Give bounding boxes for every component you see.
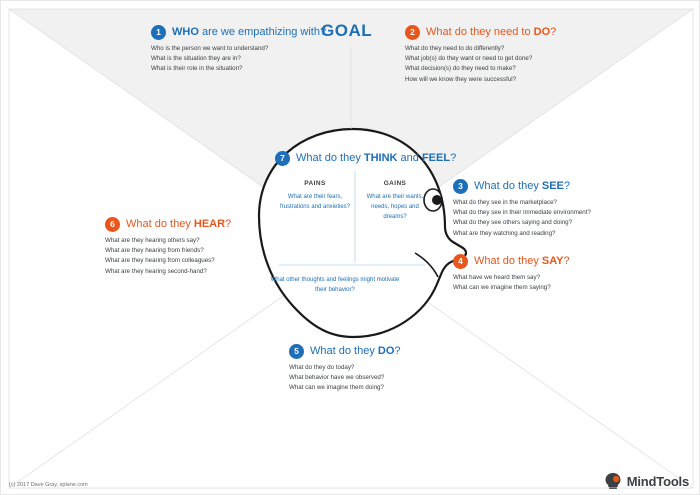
- list-item: What job(s) do they want or need to get done?: [405, 55, 533, 63]
- section-hear-questions: [105, 236, 231, 277]
- section-number-4: 4: [453, 254, 468, 269]
- list-item: What do they do today?: [289, 364, 355, 371]
- section-number-2: 2: [405, 25, 420, 40]
- section-number-5: 5: [289, 344, 304, 359]
- section-who[interactable]: [151, 25, 326, 75]
- section-do-header: [289, 344, 401, 359]
- list-item: What do they see in their immediate environment?: [453, 209, 591, 217]
- section-see-questions: [453, 198, 591, 239]
- list-item: What decision(s) do they need to make?: [405, 65, 516, 73]
- list-item: How will we know they were successful?: [405, 75, 517, 83]
- goal-label: GOAL: [321, 21, 373, 40]
- list-item: What is their role in the situation?: [151, 65, 243, 73]
- pains-label: PAINS: [304, 180, 326, 187]
- section-think-and-feel[interactable]: [275, 151, 457, 223]
- section-see-header: [453, 179, 591, 194]
- section-hear-header: [105, 217, 231, 232]
- list-item: What do they need to do differently?: [405, 45, 505, 52]
- gains-text: What are their wants, needs, hopes and dreams?: [366, 194, 424, 221]
- pains-column: [275, 180, 355, 223]
- section-see[interactable]: [453, 179, 591, 239]
- section-think-and-feel-title: What do they THINK and FEEL?: [296, 152, 457, 165]
- list-item: What are they watching and reading?: [453, 229, 556, 237]
- section-who-header: [151, 25, 326, 40]
- gains-column: [355, 180, 435, 223]
- list-item: What are they hearing from colleagues?: [105, 257, 215, 265]
- section-do-questions: [289, 363, 401, 394]
- list-item: What are they hearing others say?: [105, 237, 200, 244]
- copyright-text: (c) 2017 Dave Gray, xplane.com: [9, 482, 88, 488]
- section-who-title: WHO are we empathizing with?: [172, 26, 327, 39]
- section-need-to-do-title: What do they need to DO?: [426, 26, 557, 39]
- logo-text: MindTools: [626, 473, 689, 489]
- section-need-to-do-header: [405, 25, 556, 40]
- list-item: What are they hearing from friends?: [105, 247, 204, 255]
- section-hear[interactable]: [105, 217, 231, 277]
- section-hear-title: What do they HEAR?: [126, 218, 232, 231]
- section-number-6: 6: [105, 217, 120, 232]
- section-do-title: What do they DO?: [310, 345, 401, 358]
- section-think-and-feel-header: [275, 151, 457, 166]
- section-number-3: 3: [453, 179, 468, 194]
- section-number-1: 1: [151, 25, 166, 40]
- section-who-questions: [151, 44, 326, 75]
- section-need-to-do[interactable]: [405, 25, 556, 85]
- list-item: Who is the person we want to understand?: [151, 45, 269, 52]
- section-see-title: What do they SEE?: [474, 180, 571, 193]
- pains-text: What are their fears, frustrations and anxieties?: [279, 194, 351, 211]
- section-say[interactable]: [453, 254, 570, 293]
- list-item: What is the situation they are in?: [151, 55, 241, 63]
- list-item: What have we heard them say?: [453, 274, 541, 281]
- list-item: What do they see others saying and doing?: [453, 219, 573, 227]
- section-say-title: What do they SAY?: [474, 255, 570, 268]
- motivation-text: What other thoughts and feelings might motivate their behavior?: [270, 277, 400, 294]
- mindtools-logo[interactable]: [603, 472, 689, 490]
- list-item: What can we imagine them doing?: [289, 384, 384, 392]
- section-say-header: [453, 254, 570, 269]
- list-item: What do they see in the marketplace?: [453, 199, 557, 206]
- list-item: What behavior have we observed?: [289, 374, 385, 382]
- list-item: What can we imagine them saying?: [453, 284, 551, 292]
- section-need-to-do-questions: [405, 44, 556, 85]
- gains-label: GAINS: [383, 180, 407, 187]
- section-say-questions: [453, 273, 570, 293]
- lightbulb-icon: [603, 472, 623, 490]
- section-number-7: 7: [275, 151, 290, 166]
- section-do[interactable]: [289, 344, 401, 394]
- pains-gains-columns: [275, 180, 435, 223]
- list-item: What are they hearing second-hand?: [105, 267, 207, 275]
